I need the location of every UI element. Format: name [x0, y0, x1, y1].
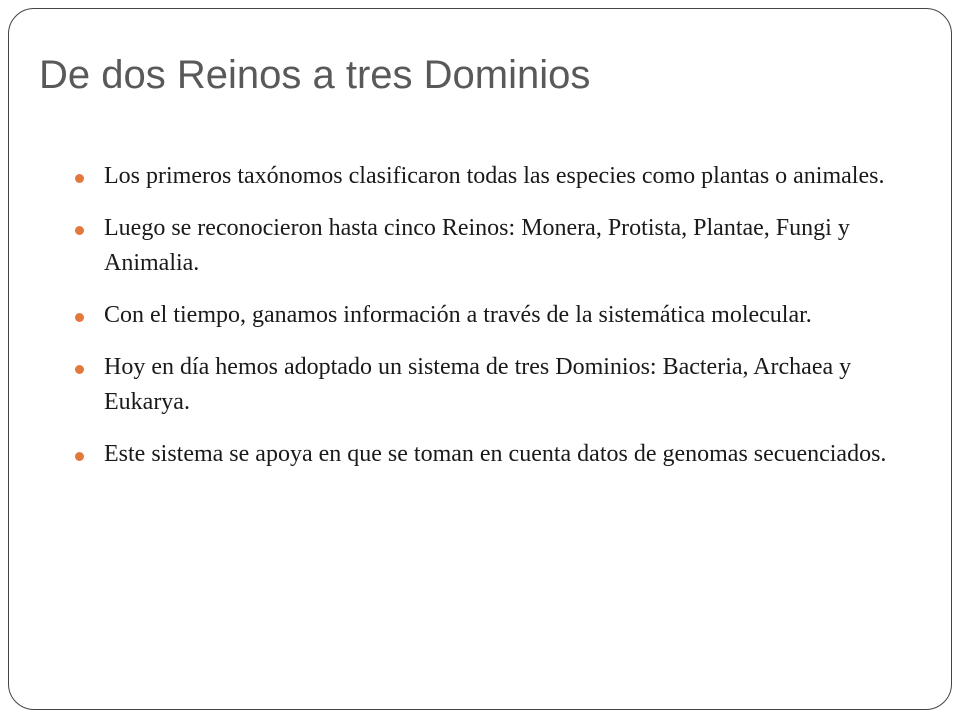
list-item — [71, 211, 931, 281]
bullet-text: Hoy en día hemos adoptado un sistema de tres Dominios: Bacteria, Archaea y Eukarya. — [104, 354, 852, 415]
bullet-dot-icon — [75, 452, 84, 461]
slide-title: De dos Reinos a tres Dominios — [39, 53, 591, 97]
bullet-text: Este sistema se apoya en que se toman en cuenta datos de genomas secuenciados. — [104, 441, 887, 467]
list-item — [71, 350, 931, 420]
bullet-text: Los primeros taxónomos clasificaron todas las especies como plantas o animales. — [104, 163, 885, 189]
list-item — [71, 437, 931, 472]
bullet-dot-icon — [75, 226, 84, 235]
bullet-text: Luego se reconocieron hasta cinco Reinos: Monera, Protista, Plantae, Fungi y Animalia. — [104, 215, 850, 276]
slide-frame — [8, 8, 952, 710]
list-item — [71, 298, 931, 333]
bullet-dot-icon — [75, 174, 84, 183]
bullet-dot-icon — [75, 313, 84, 322]
bullet-dot-icon — [75, 365, 84, 374]
bullet-list — [71, 159, 931, 489]
bullet-text: Con el tiempo, ganamos información a través de la sistemática molecular. — [104, 302, 812, 328]
list-item — [71, 159, 931, 194]
